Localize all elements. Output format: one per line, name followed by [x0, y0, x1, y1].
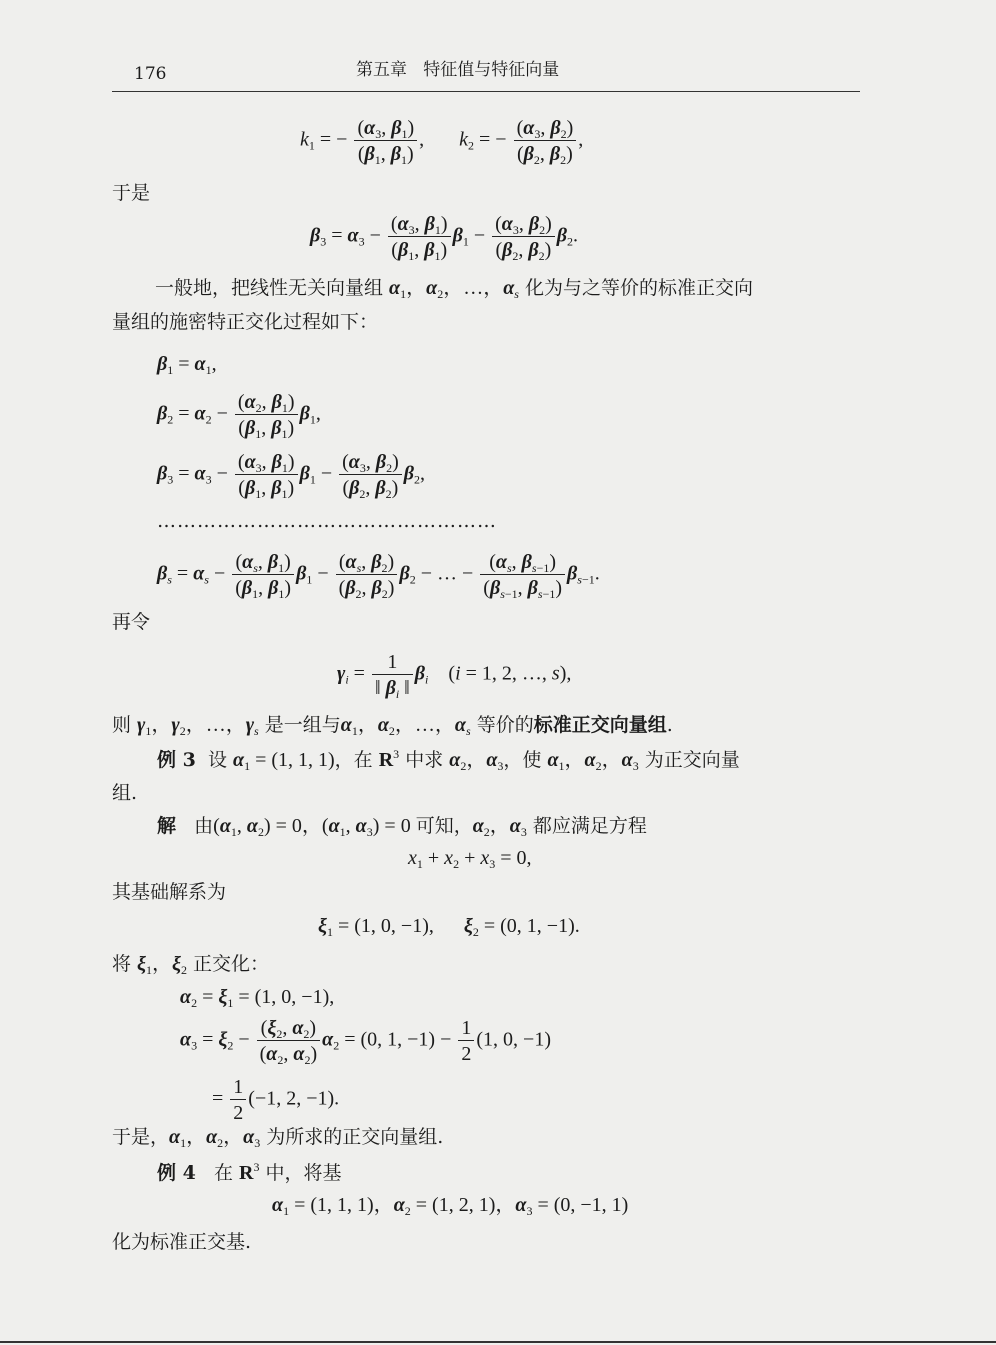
- ellipsis-line: ……………………………………………: [157, 510, 497, 532]
- text-basic-solution: 其基础解系为: [112, 881, 227, 903]
- page-bottom-edge: [0, 1341, 996, 1343]
- equation-beta3: $\beta_3 = \alpha_3$ − $\frac{(\alpha_3, \beta_1)}{(\beta_1, \beta_1)}$ $\beta_1$ − $\frac{(\alpha_3, \beta_2)}{(\beta_2, \beta_2)}$ $\beta_2$.: [310, 213, 579, 263]
- example-3-line1: 例 3 设 $\alpha_1 = (1$, 1, 1)，在 $R^3$ 中求 $\alpha_2$，$\alpha_3$，使 $\alpha_1$，$\alpha_2$，$\alpha_3$ 为正交向量: [157, 747, 740, 773]
- example-3-line2: 组.: [112, 782, 138, 804]
- equation-gs-beta2: $\beta_2 = \alpha_2$ − $\frac{(\alpha_2, \beta_1)}{(\beta_1, \beta_1)}$ $\beta_1$,: [157, 391, 321, 441]
- example-4-label: 例 4: [157, 1162, 196, 1184]
- chapter-title: 第五章 特征值与特征向量: [356, 60, 560, 80]
- equation-xi: $\xi_1 = (1$, 0, −1), $\xi_2 = (0$, 1, −1).: [318, 915, 580, 939]
- equation-k1-k2: $k_1$ = − $\frac{(\alpha_3, \beta_1)}{(\beta_1, \beta_1)}$ , $k_2$ = − $\frac{(\alpha_3, \beta_2)}{(\beta_2, \beta_2)}$ ,: [300, 117, 584, 167]
- header-rule: [112, 91, 860, 92]
- page-number: 176: [134, 64, 167, 84]
- text-yushi: 于是: [112, 182, 151, 204]
- equation-gs-beta1: $\beta_1 = \alpha_1$,: [157, 353, 217, 377]
- text-zailing: 再令: [112, 611, 151, 633]
- equation-alpha2: $\alpha_2 = \xi_1 = (1$, 0, −1),: [180, 986, 335, 1010]
- equation-linear: $x_1 + x_2 + x_3 = 0$,: [408, 847, 532, 871]
- equation-gs-betas: $\beta_s = \alpha_s$ − $\frac{(\alpha_s, \beta_1)}{(\beta_1, \beta_1)}$ $\beta_1$ − $\frac{(\alpha_s, \beta_2)}{(\beta_2, \beta_2)}$ $\beta_2$ − … − $\frac{(\alpha_s, \beta_{s-1})}{(\beta_{s-1}, \beta_{s-1})}$ $\beta_{s-1}$.: [157, 551, 600, 601]
- text-orthogonalize: 将 $\xi_1$，$\xi_2$ 正交化：: [112, 953, 270, 977]
- equation-gamma: $\gamma_i$ = $\frac{1}{‖ \beta_i ‖}$ $\beta_i$ (i = 1, 2, …, s),: [337, 651, 572, 701]
- paragraph-then: 则 $\gamma_1$，$\gamma_2$，…，$\gamma_s$ 是一组与$\alpha_1$，$\alpha_2$，…，$\alpha_s$ 等价的标准正交向量组.: [112, 714, 673, 738]
- equation-alpha3-result: = $\frac{1}{2}$ (−1, 2, −1).: [212, 1076, 340, 1124]
- example-3-label: 例 3: [157, 749, 196, 771]
- paragraph-general-line2: 量组的施密特正交化过程如下：: [112, 311, 379, 333]
- equation-gs-beta3: $\beta_3 = \alpha_3$ − $\frac{(\alpha_3, \beta_1)}{(\beta_1, \beta_1)}$ $\beta_1$ − $\frac{(\alpha_3, \beta_2)}{(\beta_2, \beta_2)}$ $\beta_2$,: [157, 451, 426, 501]
- paragraph-general-line1: 一般地，把线性无关向量组 $\alpha_1$，$\alpha_2$，…，$\alpha_s$ 化为与之等价的标准正交向: [155, 277, 753, 301]
- example-4-line1: 例 4 在 $R^3$ 中，将基: [157, 1160, 342, 1184]
- equation-alpha3: $\alpha_3 = \xi_2$ − $\frac{(\xi_2, \alpha_2)}{(\alpha_2, \alpha_2)}$ $\alpha_2 = (0$, 1, −1) − $\frac{1}{2}$ (1, 0, −1): [180, 1017, 551, 1067]
- text-result: 于是，$\alpha_1$，$\alpha_2$，$\alpha_3$ 为所求的正交向量组.: [112, 1126, 444, 1150]
- example-4-line3: 化为标准正交基.: [112, 1231, 252, 1253]
- solution-line1: 解 由($\alpha_1$, $\alpha_2) = 0$，($\alpha_1$, $\alpha_3) = 0$ 可知，$\alpha_2$，$\alpha_3$ 都应满足方程: [157, 815, 647, 839]
- solution-label: 解: [157, 815, 177, 837]
- equation-basis: $\alpha_1 = (1$, 1, 1)，$\alpha_2 = (1$, 2, 1)，$\alpha_3 = (0$, −1, 1): [272, 1194, 629, 1218]
